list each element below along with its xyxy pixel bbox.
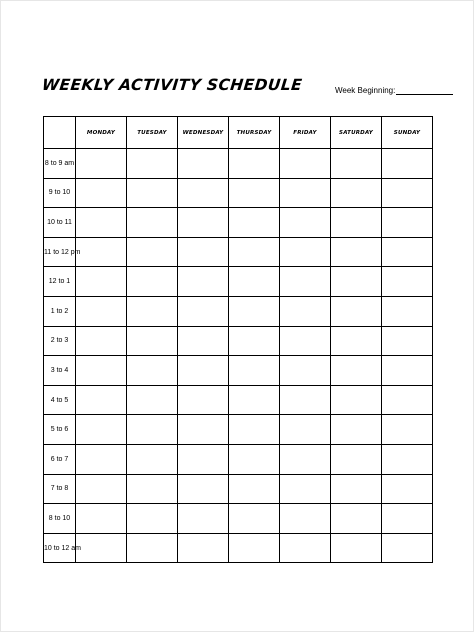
schedule-cell[interactable] bbox=[382, 356, 433, 386]
table-row bbox=[44, 415, 433, 445]
schedule-cell[interactable] bbox=[331, 208, 382, 238]
schedule-cell[interactable] bbox=[178, 504, 229, 534]
schedule-title: WEEKLY ACTIVITY SCHEDULE bbox=[41, 76, 304, 94]
table-row bbox=[44, 504, 433, 534]
schedule-cell[interactable] bbox=[76, 178, 127, 208]
table-row bbox=[44, 208, 433, 238]
time-slot-label: 1 to 2 bbox=[44, 296, 76, 326]
table-row bbox=[44, 267, 433, 297]
time-slot-label: 5 to 6 bbox=[44, 415, 76, 445]
schedule-cell[interactable] bbox=[382, 149, 433, 179]
table-row bbox=[44, 385, 433, 415]
schedule-cell[interactable] bbox=[331, 237, 382, 267]
week-beginning-line[interactable] bbox=[396, 86, 453, 95]
schedule-cell[interactable] bbox=[382, 237, 433, 267]
schedule-cell[interactable] bbox=[76, 415, 127, 445]
schedule-cell[interactable] bbox=[229, 356, 280, 386]
schedule-cell[interactable] bbox=[76, 474, 127, 504]
schedule-cell[interactable] bbox=[331, 444, 382, 474]
schedule-cell[interactable] bbox=[229, 504, 280, 534]
schedule-cell[interactable] bbox=[331, 504, 382, 534]
schedule-cell[interactable] bbox=[280, 533, 331, 563]
day-header: TUESDAY bbox=[127, 117, 178, 149]
schedule-cell[interactable] bbox=[76, 444, 127, 474]
schedule-cell[interactable] bbox=[178, 415, 229, 445]
schedule-table bbox=[43, 116, 433, 563]
schedule-cell[interactable] bbox=[229, 237, 280, 267]
schedule-cell[interactable] bbox=[382, 326, 433, 356]
table-row bbox=[44, 178, 433, 208]
time-slot-label: 8 to 9 am bbox=[44, 149, 76, 179]
table-row bbox=[44, 326, 433, 356]
schedule-cell[interactable] bbox=[229, 415, 280, 445]
schedule-cell[interactable] bbox=[229, 296, 280, 326]
schedule-cell[interactable] bbox=[178, 356, 229, 386]
schedule-cell[interactable] bbox=[127, 267, 178, 297]
schedule-cell[interactable] bbox=[382, 444, 433, 474]
schedule-cell[interactable] bbox=[76, 533, 127, 563]
schedule-cell[interactable] bbox=[178, 237, 229, 267]
schedule-cell[interactable] bbox=[76, 267, 127, 297]
schedule-cell[interactable] bbox=[178, 444, 229, 474]
schedule-cell[interactable] bbox=[280, 356, 331, 386]
time-slot-label: 6 to 7 bbox=[44, 444, 76, 474]
table-row bbox=[44, 474, 433, 504]
schedule-cell[interactable] bbox=[280, 267, 331, 297]
time-slot-label: 3 to 4 bbox=[44, 356, 76, 386]
schedule-cell[interactable] bbox=[76, 149, 127, 179]
schedule-cell[interactable] bbox=[76, 504, 127, 534]
schedule-cell[interactable] bbox=[178, 267, 229, 297]
schedule-cell[interactable] bbox=[280, 415, 331, 445]
corner-cell bbox=[44, 117, 76, 149]
day-header: FRIDAY bbox=[280, 117, 331, 149]
schedule-cell[interactable] bbox=[178, 533, 229, 563]
time-slot-label: 4 to 5 bbox=[44, 385, 76, 415]
schedule-cell[interactable] bbox=[331, 385, 382, 415]
schedule-cell[interactable] bbox=[229, 474, 280, 504]
schedule-cell[interactable] bbox=[178, 208, 229, 238]
schedule-cell[interactable] bbox=[280, 504, 331, 534]
day-header: SUNDAY bbox=[382, 117, 433, 149]
schedule-cell[interactable] bbox=[76, 296, 127, 326]
schedule-cell[interactable] bbox=[127, 533, 178, 563]
schedule-cell[interactable] bbox=[331, 415, 382, 445]
schedule-cell[interactable] bbox=[280, 237, 331, 267]
day-header: THURSDAY bbox=[229, 117, 280, 149]
table-row bbox=[44, 237, 433, 267]
schedule-cell[interactable] bbox=[127, 444, 178, 474]
schedule-cell[interactable] bbox=[331, 474, 382, 504]
schedule-cell[interactable] bbox=[331, 326, 382, 356]
schedule-cell[interactable] bbox=[76, 356, 127, 386]
schedule-cell[interactable] bbox=[382, 533, 433, 563]
schedule-cell[interactable] bbox=[178, 326, 229, 356]
time-slot-label: 12 to 1 bbox=[44, 267, 76, 297]
table-row bbox=[44, 356, 433, 386]
schedule-cell[interactable] bbox=[127, 415, 178, 445]
schedule-cell[interactable] bbox=[127, 237, 178, 267]
week-beginning-label: Week Beginning: bbox=[335, 86, 396, 95]
day-header: WEDNESDAY bbox=[178, 117, 229, 149]
table-row bbox=[44, 149, 433, 179]
schedule-cell[interactable] bbox=[229, 444, 280, 474]
schedule-cell[interactable] bbox=[280, 474, 331, 504]
schedule-cell[interactable] bbox=[331, 267, 382, 297]
schedule-cell[interactable] bbox=[178, 385, 229, 415]
time-slot-label: 10 to 12 am bbox=[44, 533, 76, 563]
schedule-cell[interactable] bbox=[382, 474, 433, 504]
schedule-cell[interactable] bbox=[382, 415, 433, 445]
schedule-cell[interactable] bbox=[76, 237, 127, 267]
week-beginning-field[interactable] bbox=[335, 86, 453, 95]
schedule-cell[interactable] bbox=[229, 149, 280, 179]
time-slot-label: 10 to 11 bbox=[44, 208, 76, 238]
schedule-cell[interactable] bbox=[127, 208, 178, 238]
schedule-cell[interactable] bbox=[127, 504, 178, 534]
time-slot-label: 11 to 12 pm bbox=[44, 237, 76, 267]
schedule-cell[interactable] bbox=[280, 444, 331, 474]
schedule-cell[interactable] bbox=[178, 149, 229, 179]
time-slot-label: 7 to 8 bbox=[44, 474, 76, 504]
table-row bbox=[44, 296, 433, 326]
schedule-cell[interactable] bbox=[76, 326, 127, 356]
schedule-cell[interactable] bbox=[280, 385, 331, 415]
schedule-cell[interactable] bbox=[127, 296, 178, 326]
header-row bbox=[44, 117, 433, 149]
schedule-cell[interactable] bbox=[127, 474, 178, 504]
schedule-cell[interactable] bbox=[280, 296, 331, 326]
schedule-cell[interactable] bbox=[382, 296, 433, 326]
schedule-cell[interactable] bbox=[178, 474, 229, 504]
schedule-cell[interactable] bbox=[382, 504, 433, 534]
time-slot-label: 8 to 10 bbox=[44, 504, 76, 534]
schedule-cell[interactable] bbox=[229, 326, 280, 356]
schedule-cell[interactable] bbox=[229, 267, 280, 297]
schedule-cell[interactable] bbox=[331, 356, 382, 386]
time-slot-label: 2 to 3 bbox=[44, 326, 76, 356]
table-row bbox=[44, 533, 433, 563]
schedule-cell[interactable] bbox=[280, 178, 331, 208]
schedule-cell[interactable] bbox=[280, 326, 331, 356]
schedule-cell[interactable] bbox=[382, 267, 433, 297]
schedule-cell[interactable] bbox=[382, 208, 433, 238]
schedule-cell[interactable] bbox=[76, 208, 127, 238]
schedule-cell[interactable] bbox=[178, 178, 229, 208]
schedule-cell[interactable] bbox=[229, 385, 280, 415]
time-slot-label: 9 to 10 bbox=[44, 178, 76, 208]
schedule-cell[interactable] bbox=[127, 178, 178, 208]
schedule-cell[interactable] bbox=[127, 149, 178, 179]
schedule-cell[interactable] bbox=[331, 533, 382, 563]
schedule-cell[interactable] bbox=[382, 385, 433, 415]
schedule-cell[interactable] bbox=[127, 385, 178, 415]
schedule-cell[interactable] bbox=[280, 149, 331, 179]
day-header: MONDAY bbox=[76, 117, 127, 149]
schedule-cell[interactable] bbox=[331, 178, 382, 208]
day-header: SATURDAY bbox=[331, 117, 382, 149]
schedule-cell[interactable] bbox=[127, 356, 178, 386]
schedule-cell[interactable] bbox=[229, 208, 280, 238]
schedule-cell[interactable] bbox=[382, 178, 433, 208]
schedule-cell[interactable] bbox=[229, 533, 280, 563]
table-row bbox=[44, 444, 433, 474]
schedule-cell[interactable] bbox=[76, 385, 127, 415]
schedule-cell[interactable] bbox=[229, 178, 280, 208]
schedule-cell[interactable] bbox=[178, 296, 229, 326]
schedule-cell[interactable] bbox=[331, 296, 382, 326]
schedule-cell[interactable] bbox=[331, 149, 382, 179]
schedule-cell[interactable] bbox=[280, 208, 331, 238]
schedule-cell[interactable] bbox=[127, 326, 178, 356]
